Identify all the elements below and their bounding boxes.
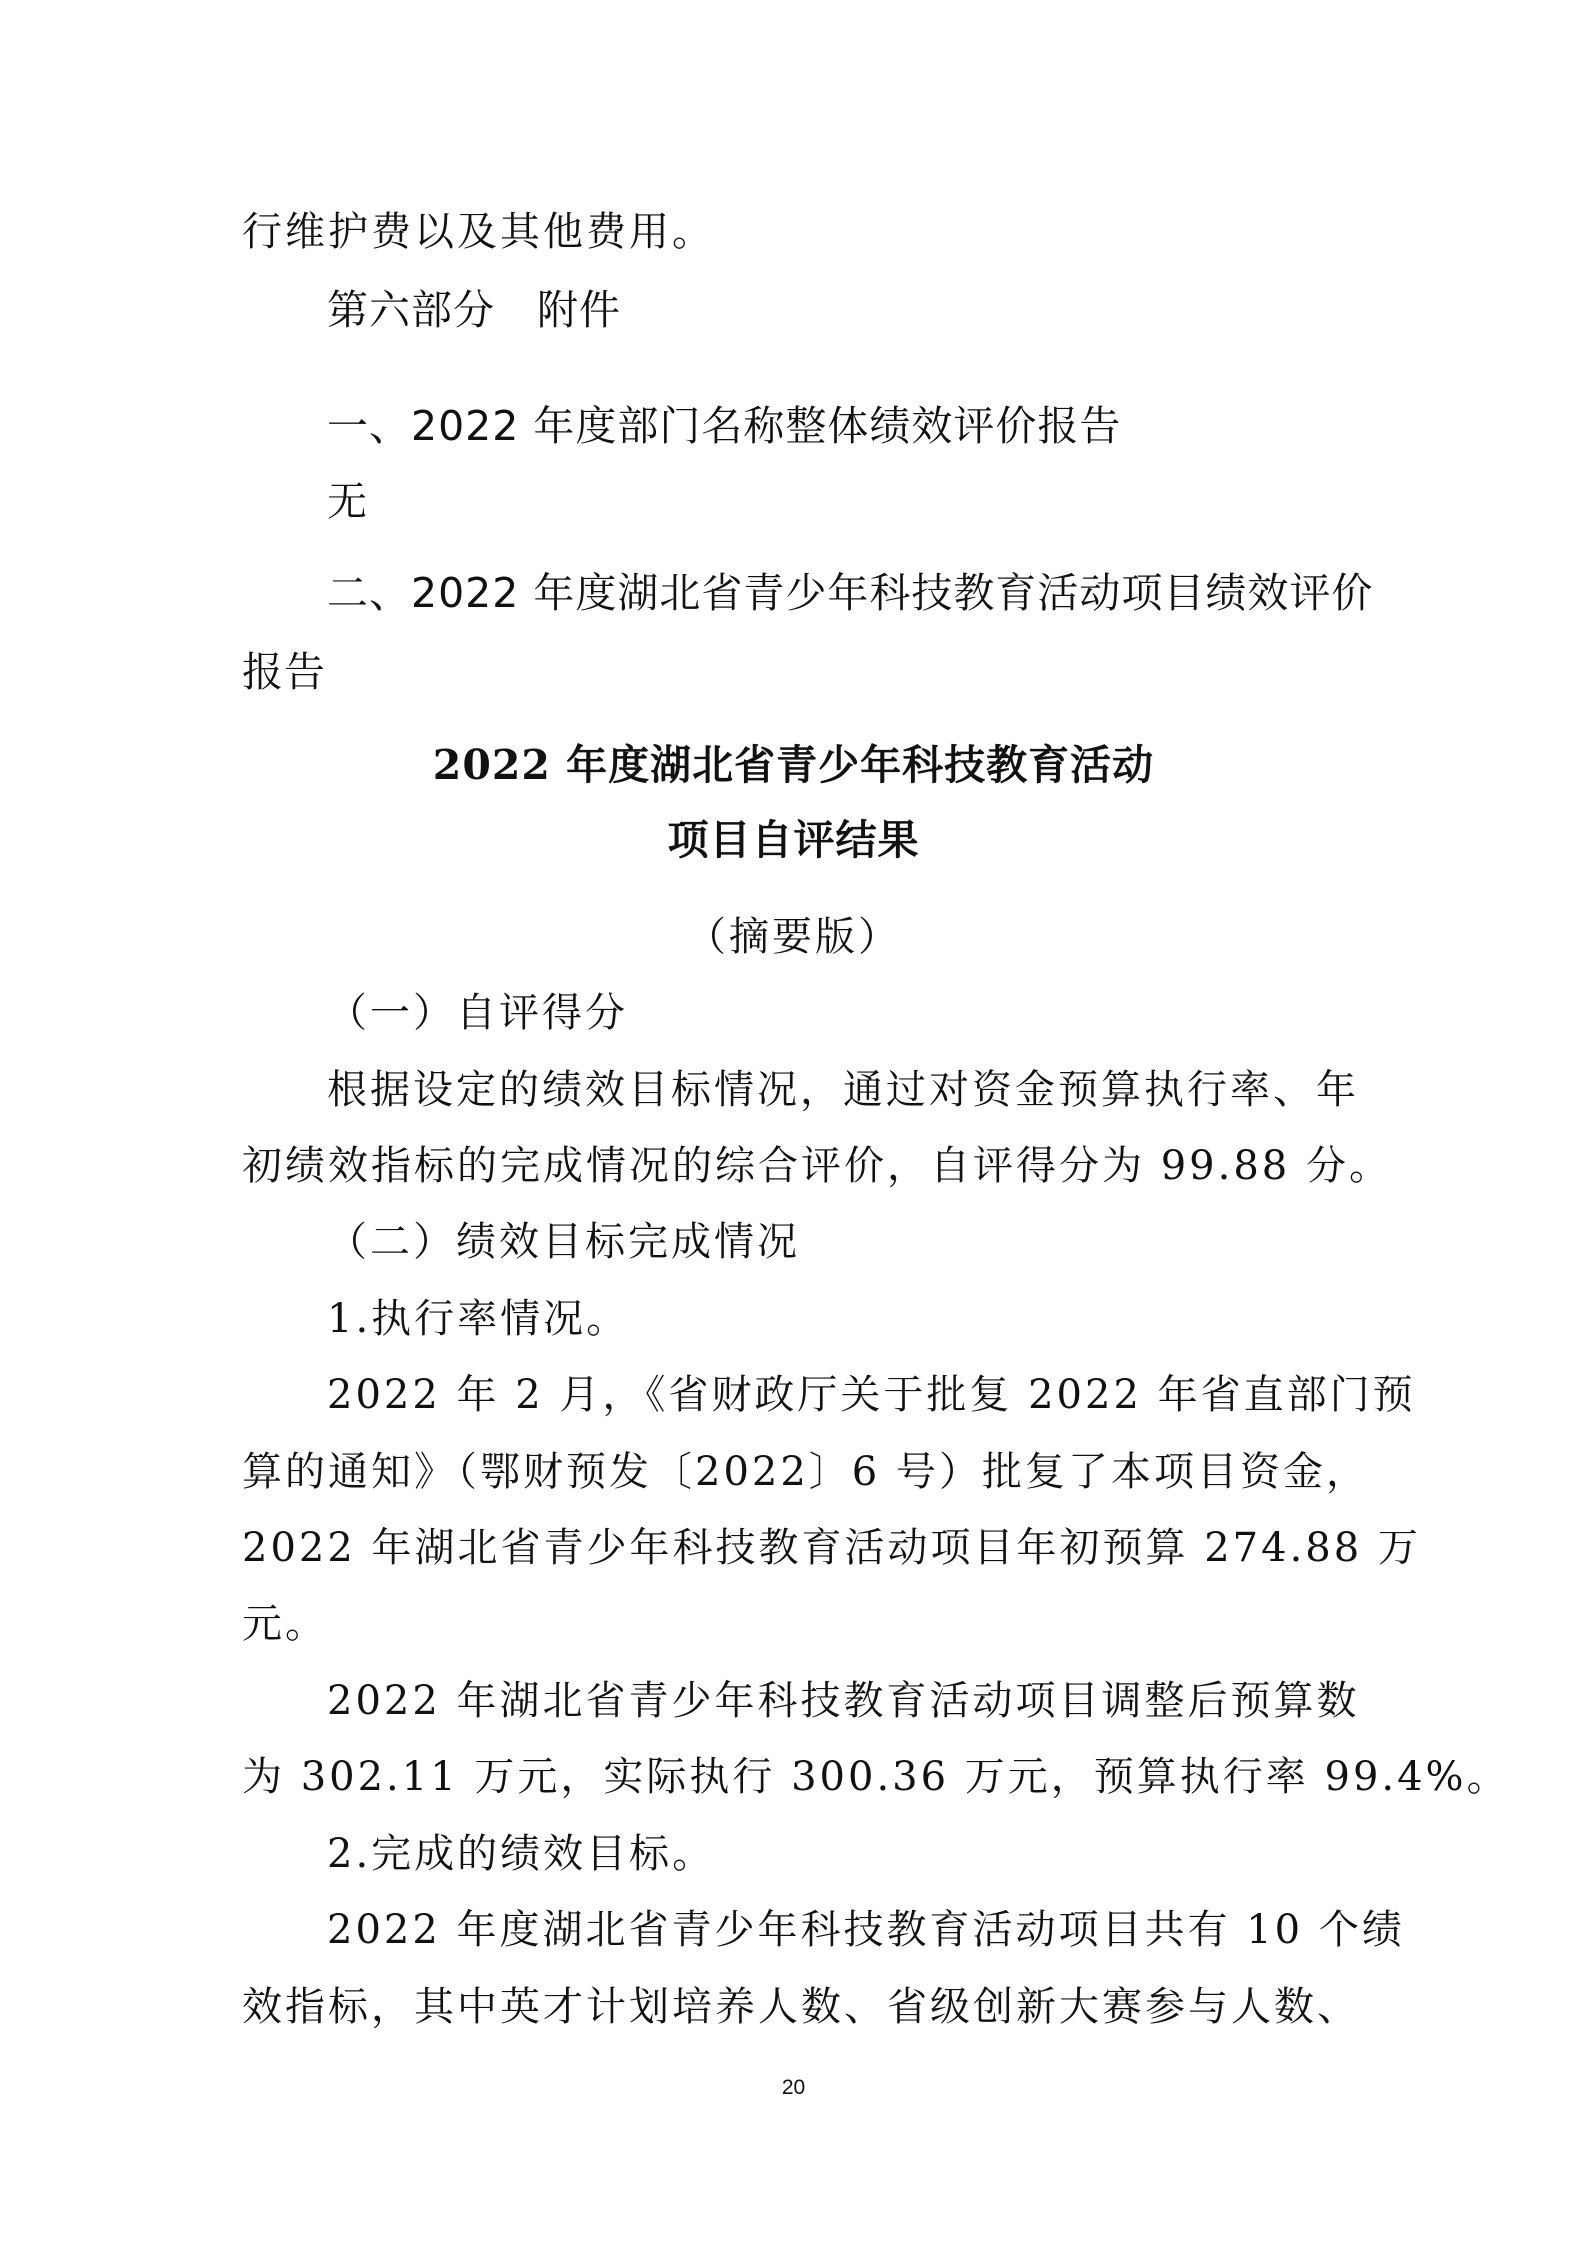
section-goal-completion: （二）绩效目标完成情况 — [327, 1219, 800, 1265]
report-title-line2: 项目自评结果 — [667, 816, 920, 864]
body-paragraph-budget-line4: 元。 — [242, 1601, 328, 1647]
item-execution-rate: 1.执行率情况。 — [327, 1296, 630, 1342]
body-line-continuation: 行维护费以及其他费用。 — [242, 209, 715, 255]
body-line-none: 无 — [327, 479, 370, 525]
body-paragraph-budget-line2: 算的通知》（鄂财预发〔2022〕6 号）批复了本项目资金， — [242, 1449, 1369, 1495]
body-paragraph-budget-line3: 2022 年湖北省青少年科技教育活动项目年初预算 274.88 万 — [242, 1525, 1421, 1571]
body-paragraph-adjusted-line1: 2022 年湖北省青少年科技教育活动项目调整后预算数 — [327, 1678, 1360, 1724]
item-completed-goals: 2.完成的绩效目标。 — [327, 1831, 716, 1877]
section-self-score: （一）自评得分 — [327, 990, 628, 1036]
body-paragraph-score-line1: 根据设定的绩效目标情况，通过对资金预算执行率、年 — [327, 1067, 1359, 1113]
body-paragraph-indicators-line2: 效指标，其中英才计划培养人数、省级创新大赛参与人数、 — [242, 1984, 1360, 2030]
subheading-project-report-cont: 报告 — [242, 648, 326, 696]
report-subtitle-summary: （摘要版） — [686, 914, 901, 960]
section-heading-part6: 第六部分 附件 — [327, 286, 621, 334]
body-paragraph-budget-line1: 2022 年 2 月，《省财政厅关于批复 2022 年省直部门预 — [327, 1372, 1416, 1418]
body-paragraph-indicators-line1: 2022 年度湖北省青少年科技教育活动项目共有 10 个绩 — [327, 1907, 1405, 1953]
subheading-overall-report: 一、2022 年度部门名称整体绩效评价报告 — [327, 402, 1122, 450]
subheading-project-report: 二、2022 年度湖北省青少年科技教育活动项目绩效评价 — [327, 569, 1374, 617]
body-paragraph-score-line2: 初绩效指标的完成情况的综合评价，自评得分为 99.88 分。 — [242, 1143, 1392, 1189]
page-number: 20 — [781, 2076, 806, 2099]
report-title-line1: 2022 年度湖北省青少年科技教育活动 — [432, 741, 1155, 789]
body-paragraph-adjusted-line2: 为 302.11 万元，实际执行 300.36 万元，预算执行率 99.4%。 — [242, 1754, 1510, 1800]
